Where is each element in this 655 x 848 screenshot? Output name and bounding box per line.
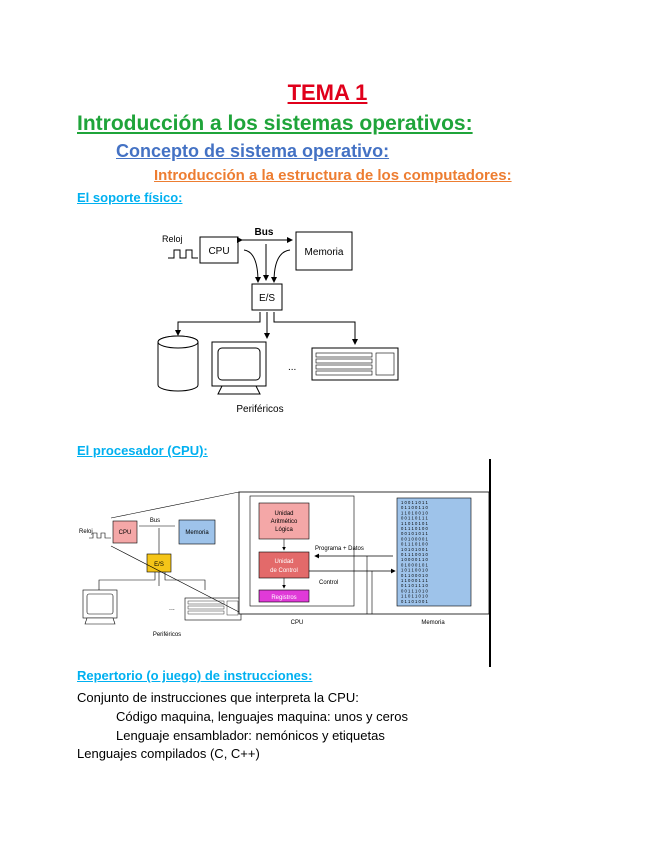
memory-bit-row: 0 1 1 0 0 0 1 0: [401, 572, 428, 578]
memory-bit-row: 1 1 0 1 1 0 1 0: [401, 593, 428, 599]
keyboard-icon: [312, 348, 398, 380]
cpu-diagram: [75, 460, 495, 670]
ellipsis-label: ...: [288, 362, 297, 373]
memory-bit-row: 1 1 0 0 0 1 1 1: [401, 578, 428, 583]
io-small-connections: [99, 572, 205, 590]
memory-frame-label: Memoria: [421, 620, 445, 626]
memory-bit-row: 0 1 1 1 0 1 0 0: [401, 526, 428, 531]
memory-bit-row: 0 1 1 1 0 0 1 0: [401, 552, 428, 557]
memory-bit-row: 1 0 0 0 0 1 1 0: [401, 557, 428, 563]
memory-bit-row: 1 0 1 1 0 0 1 0: [401, 567, 428, 573]
compiled-languages-line: Lenguajes compilados (C, C++): [77, 746, 260, 761]
disk-icon: [158, 336, 198, 391]
memory-label: Memoria: [304, 247, 344, 258]
cpu-io-arrow: [244, 250, 258, 282]
heading-repertorio: Repertorio (o juego) de instrucciones:: [77, 668, 313, 683]
control-unit-box: [259, 552, 309, 578]
memory-bit-row: 0 1 0 0 0 1 0 1: [401, 562, 428, 568]
memory-bit-row: 0 0 1 0 0 0 0 1: [401, 536, 428, 542]
registers-label: Registros: [271, 595, 297, 601]
memory-bit-row: 0 0 1 0 1 0 1 1: [401, 531, 428, 537]
bus-small-label: Bus: [149, 518, 161, 524]
prog-data-label: Programa + Datos: [315, 546, 364, 552]
alu-line2: Aritmético: [270, 519, 298, 525]
io-label: E/S: [258, 293, 276, 304]
cpu-label: CPU: [208, 246, 230, 257]
memory-bit-row: 0 1 1 1 0 1 0 0: [401, 541, 428, 547]
memory-bits: [401, 500, 428, 604]
clock-signal-icon: [168, 250, 198, 258]
instruction-set-line: Conjunto de instrucciones que interpreta la CPU:: [77, 690, 359, 705]
memory-io-arrow: [274, 250, 290, 282]
io-small-label: E/S: [154, 562, 164, 568]
memory-bit-row: 0 0 1 1 1 0 1 0: [401, 588, 428, 594]
memory-bit-row: 0 1 1 0 1 1 1 0: [401, 583, 428, 589]
monitor-icon: [212, 342, 266, 394]
cu-line1: Unidad: [274, 559, 294, 565]
page-title: TEMA 1: [287, 80, 368, 105]
peripherals-label: Periféricos: [236, 404, 284, 415]
clock-label: Reloj: [162, 234, 183, 244]
memory-bit-row: 0 1 1 0 1 0 0 1: [401, 598, 428, 604]
memory-bit-row: 1 0 0 1 1 0 1 1: [401, 500, 428, 505]
machine-code-line: Código maquina, lenguajes maquina: unos y ceros: [116, 709, 408, 724]
assembler-line: Lenguaje ensamblador: nemónicos y etiquetas: [116, 728, 385, 743]
cpu-small-label: CPU: [118, 530, 132, 536]
heading-soporte: El soporte físico:: [77, 190, 183, 205]
zoom-line-top: [111, 492, 239, 518]
memory-bit-row: 1 1 0 1 0 1 0 1: [401, 520, 428, 526]
peripherals-small-label: Periféricos: [152, 632, 182, 638]
zoom-line-bottom: [111, 546, 239, 612]
disk-connection: [178, 312, 260, 335]
cpu-frame-label: CPU: [290, 620, 304, 626]
memory-bit-row: 0 0 1 1 0 1 1 1: [401, 515, 428, 521]
memory-bit-row: 1 0 1 0 1 0 0 1: [401, 546, 428, 552]
alu-line1: Unidad: [274, 511, 294, 517]
ellipsis-small-label: ...: [169, 605, 175, 612]
vertical-divider: [489, 459, 491, 667]
clock-small-label: Reloj: [79, 529, 93, 535]
monitor-small-icon: [83, 590, 117, 624]
memory-bit-row: 1 1 0 1 0 0 1 0: [401, 510, 428, 516]
memory-small-label: Memoria: [185, 530, 209, 536]
cu-line2: de Control: [270, 568, 298, 574]
heading-estructura: Introducción a la estructura de los computadores:: [154, 167, 512, 184]
bus-label: Bus: [254, 227, 274, 238]
heading-concepto: Concepto de sistema operativo:: [116, 141, 390, 161]
hardware-diagram: [150, 220, 410, 420]
heading-procesador: El procesador (CPU):: [77, 443, 208, 458]
memory-bit-row: 0 1 1 0 0 1 1 0: [401, 505, 428, 511]
keyboard-connection: [274, 312, 355, 344]
control-label: Control: [319, 580, 339, 586]
alu-line3: Lógica: [275, 527, 293, 533]
heading-intro: Introducción a los sistemas operativos:: [77, 112, 473, 135]
